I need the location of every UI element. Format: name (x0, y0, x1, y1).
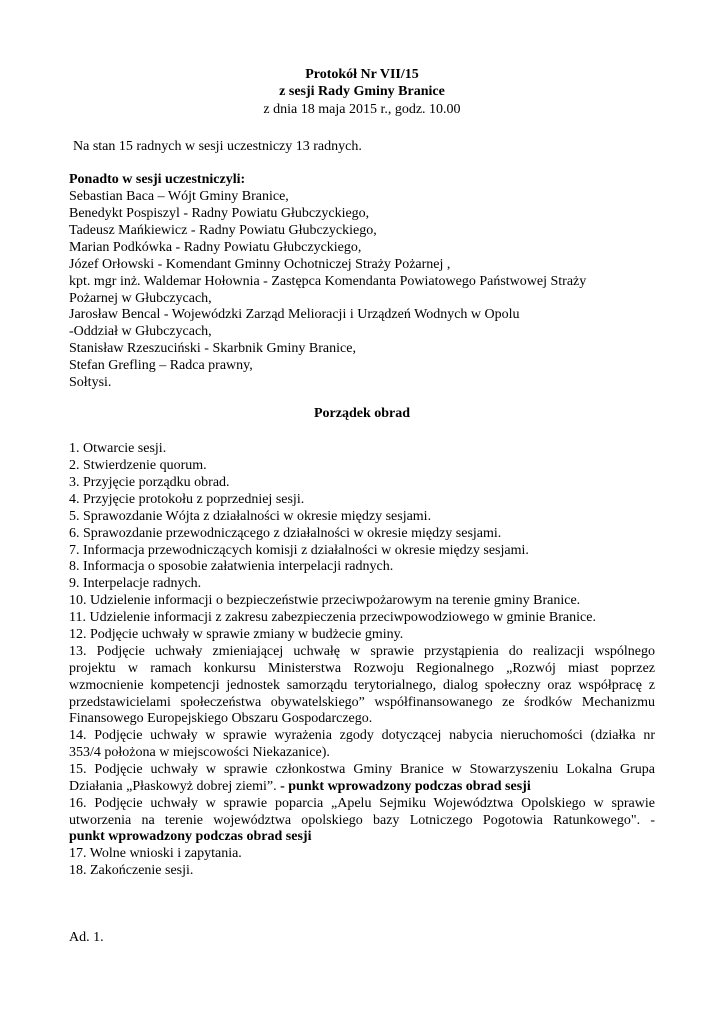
participants-heading: Ponadto w sesji uczestniczyli: (69, 172, 246, 187)
participant-line: Józef Orłowski - Komendant Gminny Ochotniczej Straży Pożarnej , (69, 257, 451, 272)
agenda-item: 10. Udzielenie informacji o bezpieczeństwie przeciwpożarowym na terenie gminy Branice. (69, 593, 581, 608)
document-subtitle: z sesji Rady Gminy Branice (279, 84, 445, 99)
participant-line: -Oddział w Głubczycach, (69, 324, 212, 339)
agenda-item-line: wzmocnienie kompetencji jednostek samorządu terytorialnego, dialog społeczny oraz współpracę z (69, 678, 655, 693)
added-item-note: - punkt wprowadzony podczas obrad sesji (276, 779, 531, 794)
agenda-item-line: Finansowego Europejskiego Obszaru Gospodarczego. (69, 711, 373, 726)
agenda-item: 17. Wolne wnioski i zapytania. (69, 846, 242, 861)
participant-line: kpt. mgr inż. Waldemar Hołownia - Zastępca Komendanta Powiatowego Państwowej Straży (69, 274, 587, 289)
agenda-item-text: Działania „Płaskowyż dobrej ziemi”. (69, 779, 277, 794)
agenda-item-line: utworzenia na terenie województwa opolskiego bazy Lotniczego Pogotowia Ratunkowego". - (69, 813, 655, 828)
participant-line: Jarosław Bencal - Wojewódzki Zarząd Melioracji i Urządzeń Wodnych w Opolu (69, 307, 520, 322)
section-heading: Ad. 1. (69, 930, 104, 945)
agenda-item-line: projektu w ramach konkursu Ministerstwa Rozwoju Regionalnego „Rozwój miast poprzez (69, 661, 655, 676)
agenda-item-line: 353/4 położona w miejscowości Niekazanice). (69, 745, 330, 760)
participant-line: Stanisław Rzeszuciński - Skarbnik Gminy Branice, (69, 341, 356, 356)
agenda-item: 1. Otwarcie sesji. (69, 441, 167, 456)
participant-line: Pożarnej w Głubczycach, (69, 291, 212, 306)
agenda-item-line: 16. Podjęcie uchwały w sprawie poparcia „Apelu Sejmiku Województwa Opolskiego w sprawie (69, 796, 655, 811)
agenda-item: 2. Stwierdzenie quorum. (69, 458, 207, 473)
agenda-item: 11. Udzielenie informacji z zakresu zabezpieczenia przeciwpowodziowego w gminie Branice. (69, 610, 596, 625)
participant-line: Benedykt Pospiszyl - Radny Powiatu Głubczyckiego, (69, 206, 370, 221)
agenda-item: 18. Zakończenie sesji. (69, 863, 194, 878)
agenda-item-line: 13. Podjęcie uchwały zmieniającej uchwałę w sprawie przystąpienia do realizacji wspólnego (69, 644, 655, 659)
agenda-item: 5. Sprawozdanie Wójta z działalności w okresie między sesjami. (69, 509, 432, 524)
participant-line: Marian Podkówka - Radny Powiatu Głubczyckiego, (69, 240, 362, 255)
participant-line: Tadeusz Mańkiewicz - Radny Powiatu Głubczyckiego, (69, 223, 377, 238)
agenda-heading: Porządek obrad (313, 406, 411, 421)
participant-line: Sołtysi. (69, 375, 112, 390)
agenda-item: 6. Sprawozdanie przewodniczącego z działalności w okresie między sesjami. (69, 526, 502, 541)
agenda-item: 12. Podjęcie uchwały w sprawie zmiany w budżecie gminy. (69, 627, 404, 642)
agenda-item-line (69, 778, 531, 795)
agenda-item-line: 15. Podjęcie uchwały w sprawie członkostwa Gminy Branice w Stowarzyszeniu Lokalna Grupa (69, 762, 655, 777)
agenda-item-line: przedstawicielami społeczeństwa obywatelskiego” współfinansowanego ze środków Mechanizmu (69, 695, 655, 710)
agenda-item: 8. Informacja o sposobie załatwienia interpelacji radnych. (69, 559, 394, 574)
participant-line: Sebastian Baca – Wójt Gminy Branice, (69, 189, 289, 204)
agenda-item-line: 14. Podjęcie uchwały w sprawie wyrażenia zgody dotyczącej nabycia nieruchomości (działka nr (69, 728, 655, 743)
agenda-item: 3. Przyjęcie porządku obrad. (69, 475, 230, 490)
document-date: z dnia 18 maja 2015 r., godz. 10.00 (263, 102, 461, 117)
added-item-note: punkt wprowadzony podczas obrad sesji (69, 829, 312, 844)
participant-line: Stefan Grefling – Radca prawny, (69, 358, 253, 373)
agenda-item: 9. Interpelacje radnych. (69, 576, 202, 591)
agenda-item: 7. Informacja przewodniczących komisji z działalności w okresie między sesjami. (69, 543, 529, 558)
agenda-item: 4. Przyjęcie protokołu z poprzedniej sesji. (69, 492, 305, 507)
attendance-text: Na stan 15 radnych w sesji uczestniczy 13 radnych. (73, 139, 362, 154)
document-title: Protokół Nr VII/15 (305, 67, 419, 82)
